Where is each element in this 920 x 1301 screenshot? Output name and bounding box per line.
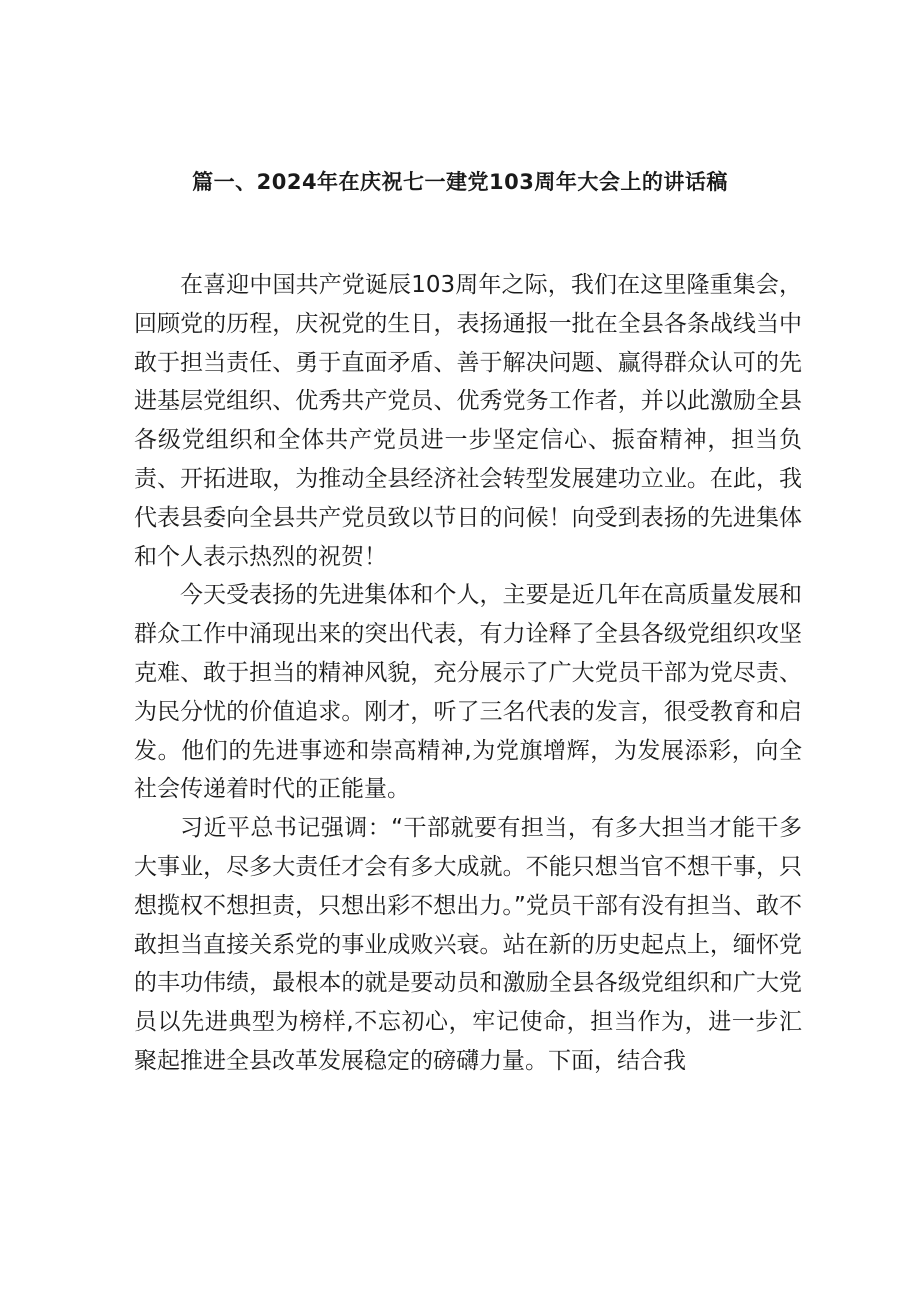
document-body [134, 266, 802, 1081]
paragraph-2: 今天受表扬的先进集体和个人，主要是近几年在高质量发展和群众工作中涌现出来的突出代表，有力诠释了全县各级党组织攻坚克难、敢于担当的精神风貌，充分展示了广大党员干部为党尽责、为民分忧的价值追求。刚才，听了三名代表的发言，很受教育和启发。他们的先进事迹和崇高精神,为党旗增辉，为发展添彩，向全社会传递着时代的正能量。 [134, 582, 802, 803]
paragraph-3: 习近平总书记强调：“干部就要有担当，有多大担当才能干多大事业，尽多大责任才会有多大成就。不能只想当官不想干事，只想揽权不想担责，只想出彩不想出力。”党员干部有没有担当、敢不敢担当直接关系党的事业成败兴衰。站在新的历史起点上，缅怀党的丰功伟绩，最根本的就是要动员和激励全县各级党组织和广大党员以先进典型为榜样,不忘初心，牢记使命，担当作为，进一步汇聚起推进全县改革发展稳定的磅礴力量。下面，结合我 [134, 815, 802, 1074]
document-title: 篇一、2024年在庆祝七一建党103周年大会上的讲话稿 [192, 170, 728, 194]
paragraph-1: 在喜迎中国共产党诞辰103周年之际，我们在这里隆重集会，回顾党的历程，庆祝党的生日，表扬通报一批在全县各条战线当中敢于担当责任、勇于直面矛盾、善于解决问题、赢得群众认可的先进基层党组织、优秀共产党员、优秀党务工作者，并以此激励全县各级党组织和全体共产党员进一步坚定信心、振奋精神，担当负责、开拓进取，为推动全县经济社会转型发展建功立业。在此，我代表县委向全县共产党员致以节日的问候！向受到表扬的先进集体和个人表示热烈的祝贺！ [134, 272, 802, 570]
